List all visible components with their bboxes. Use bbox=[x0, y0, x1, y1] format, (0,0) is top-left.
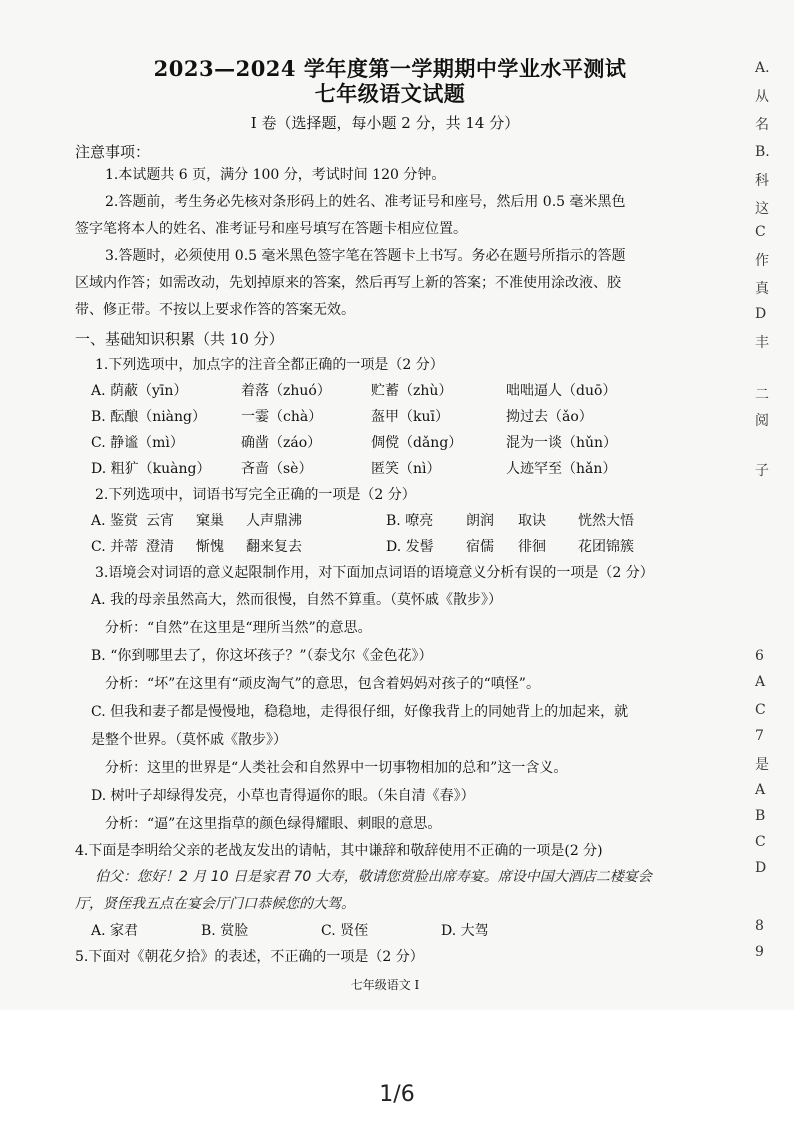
word-item: 朗润 bbox=[466, 513, 494, 529]
margin-fragment: 丰 bbox=[755, 335, 769, 351]
exam-title: 2023—2024 学年度第一学期期中学业水平测试 bbox=[153, 56, 627, 81]
option-text: 吝啬（sè） bbox=[241, 461, 313, 477]
question-2-stem: 2.下列选项中，词语书写完全正确的一项是（2 分） bbox=[95, 487, 416, 503]
question-1-row-c bbox=[75, 430, 695, 456]
option-text: 着落（zhuó） bbox=[241, 383, 331, 399]
word-item: 恍然大悟 bbox=[578, 513, 634, 529]
page-footer-label: 七年级语文 Ⅰ bbox=[350, 978, 420, 992]
question-1-row-b bbox=[75, 404, 695, 430]
margin-fragment: 是 bbox=[755, 757, 769, 773]
section-heading: 一、基础知识积累（共 10 分） bbox=[75, 330, 284, 348]
question-3-analysis-a: 分析：“自然”在这里是“理所当然”的意思。 bbox=[105, 620, 372, 636]
margin-fragment: 真 bbox=[755, 281, 769, 297]
option-text: 确凿（záo） bbox=[241, 435, 322, 451]
question-3-option-a: A. 我的母亲虽然高大，然而很慢，自然不算重。（莫怀戚《散步》） bbox=[91, 592, 503, 608]
option-text: D. 大驾 bbox=[441, 923, 489, 939]
margin-fragment: A bbox=[755, 782, 766, 798]
notice-item-3: 3.答题时，必须使用 0.5 毫米黑色签字笔在答题卡上书写。务必在题号所指示的答题 bbox=[105, 248, 626, 264]
option-text: 匿笑（nì） bbox=[371, 461, 441, 477]
word-item: 花团锦簇 bbox=[578, 539, 634, 555]
word-item: 人声鼎沸 bbox=[246, 513, 302, 529]
margin-fragment: 7 bbox=[755, 728, 764, 744]
question-3-analysis-b: 分析：“坏”在这里有“顽皮淘气”的意思，包含着妈妈对孩子的“嗔怪”。 bbox=[105, 676, 540, 692]
margin-fragment: 科 bbox=[755, 173, 769, 189]
section-label: I 卷（选择题，每小题 2 分，共 14 分） bbox=[250, 114, 520, 132]
word-item: 徘徊 bbox=[518, 539, 546, 555]
margin-fragment: 二 bbox=[755, 387, 769, 403]
question-1-stem: 1.下列选项中，加点字的注音全都正确的一项是（2 分） bbox=[95, 357, 444, 373]
question-4-options bbox=[75, 918, 695, 944]
option-text: 一霎（chà） bbox=[241, 409, 323, 425]
option-text: A. 荫蔽（yīn） bbox=[91, 383, 188, 399]
option-text: B. 赏脸 bbox=[201, 923, 249, 939]
margin-fragment: 名 bbox=[755, 117, 769, 133]
question-3-option-b: B. “你到哪里去了，你这坏孩子？”（泰戈尔《金色花》） bbox=[91, 648, 433, 664]
question-1-row-a bbox=[75, 378, 695, 404]
question-3-option-d: D. 树叶子却绿得发亮，小草也青得逼你的眼。（朱自清《春》） bbox=[91, 788, 475, 804]
question-3-analysis-d: 分析：“逼”在这里指草的颜色绿得耀眼、刺眼的意思。 bbox=[105, 816, 442, 832]
word-item: B. 嘹亮 bbox=[386, 513, 434, 529]
margin-fragment: C bbox=[755, 224, 766, 240]
margin-fragment: 从 bbox=[755, 89, 769, 105]
option-text: 盔甲（kuī） bbox=[371, 409, 449, 425]
option-text: C. 静谧（mì） bbox=[91, 435, 184, 451]
question-3-stem: 3.语境会对词语的意义起限制作用，对下面加点词语的语境意义分析有误的一项是（2 分） bbox=[95, 565, 654, 581]
margin-fragment: B. bbox=[755, 144, 770, 160]
margin-fragment: A. bbox=[755, 60, 770, 76]
margin-fragment: 8 bbox=[755, 918, 764, 934]
question-3-option-c: C. 但我和妻子都是慢慢地，稳稳地，走得很仔细，好像我背上的同她背上的加起来，就 bbox=[91, 704, 629, 720]
notice-item-2-cont: 签字笔将本人的姓名、准考证号和座号填写在答题卡相应位置。 bbox=[75, 221, 467, 237]
margin-fragment: 作 bbox=[755, 253, 769, 269]
word-item: 宿儒 bbox=[466, 539, 494, 555]
word-item: A. 鉴赏 bbox=[91, 513, 139, 529]
option-text: D. 粗犷（kuàng） bbox=[91, 461, 211, 477]
word-item: 取诀 bbox=[518, 513, 546, 529]
question-2-row-1 bbox=[75, 508, 695, 534]
margin-fragment: C bbox=[755, 702, 766, 718]
margin-fragment: A bbox=[755, 674, 766, 690]
margin-fragment: 6 bbox=[755, 648, 764, 664]
option-text: 咄咄逼人（duō） bbox=[506, 383, 617, 399]
margin-fragment: 9 bbox=[755, 944, 764, 960]
margin-fragment: C bbox=[755, 834, 766, 850]
notice-item-2: 2.答题前，考生务必先核对条形码上的姓名、准考证号和座号，然后用 0.5 毫米黑色 bbox=[105, 194, 626, 210]
word-item: 云宵 bbox=[146, 513, 174, 529]
question-2-row-2 bbox=[75, 534, 695, 560]
exam-subject-title: 七年级语文试题 bbox=[314, 81, 466, 106]
option-text: 混为一谈（hǔn） bbox=[506, 435, 618, 451]
option-text: A. 家君 bbox=[91, 923, 139, 939]
margin-fragment: 子 bbox=[755, 463, 769, 479]
word-item: C. 并蒂 bbox=[91, 539, 139, 555]
option-text: 贮蓄（zhù） bbox=[371, 383, 453, 399]
question-5-stem: 5.下面对《朝花夕拾》的表述，不正确的一项是（2 分） bbox=[75, 949, 424, 965]
notice-item-3-cont: 区域内作答；如需改动，先划掉原来的答案，然后再写上新的答案；不准使用涂改液、胶 bbox=[75, 275, 621, 291]
notice-heading: 注意事项： bbox=[75, 143, 151, 161]
question-1-row-d bbox=[75, 456, 695, 482]
question-3-option-c-cont: 是整个世界。（莫怀戚《散步》） bbox=[91, 732, 287, 748]
option-text: 倜傥（dǎng） bbox=[371, 435, 463, 451]
option-text: 拗过去（ǎo） bbox=[506, 409, 593, 425]
invitation-text: 伯父：您好！2 月 10 日是家君 70 大寿，敬请您赏脸出席寿宴。席设中国大酒店二楼宴会 bbox=[95, 869, 652, 885]
question-3-analysis-c: 分析：这里的世界是“人类社会和自然界中一切事物相加的总和”这一含义。 bbox=[105, 760, 568, 776]
exam-content bbox=[75, 56, 695, 993]
option-text: 人迹罕至（hǎn） bbox=[506, 461, 617, 477]
notice-item-1: 1.本试题共 6 页，满分 100 分，考试时间 120 分钟。 bbox=[105, 167, 446, 183]
invitation-text-cont: 厅，贤侄我五点在宴会厅门口恭候您的大驾。 bbox=[75, 896, 355, 912]
word-item: 翻来复去 bbox=[246, 539, 302, 555]
margin-fragment: 阅 bbox=[755, 413, 769, 429]
page-indicator: 1/6 bbox=[379, 1082, 415, 1107]
question-4-stem: 4.下面是李明给父亲的老战友发出的请帖，其中谦辞和敬辞使用不正确的一项是(2 分) bbox=[75, 843, 603, 859]
margin-fragment: D bbox=[755, 306, 767, 322]
margin-fragment: D bbox=[755, 860, 767, 876]
margin-fragment: 这 bbox=[755, 201, 769, 217]
word-item: 惭愧 bbox=[196, 539, 224, 555]
margin-fragment: B bbox=[755, 808, 766, 824]
option-text: B. 酝酿（niàng） bbox=[91, 409, 207, 425]
word-item: 澄清 bbox=[146, 539, 174, 555]
notice-item-3-end: 带、修正带。不按以上要求作答的答案无效。 bbox=[75, 302, 355, 318]
word-item: D. 发髻 bbox=[386, 539, 434, 555]
word-item: 窠巢 bbox=[196, 513, 224, 529]
option-text: C. 贤侄 bbox=[321, 923, 369, 939]
